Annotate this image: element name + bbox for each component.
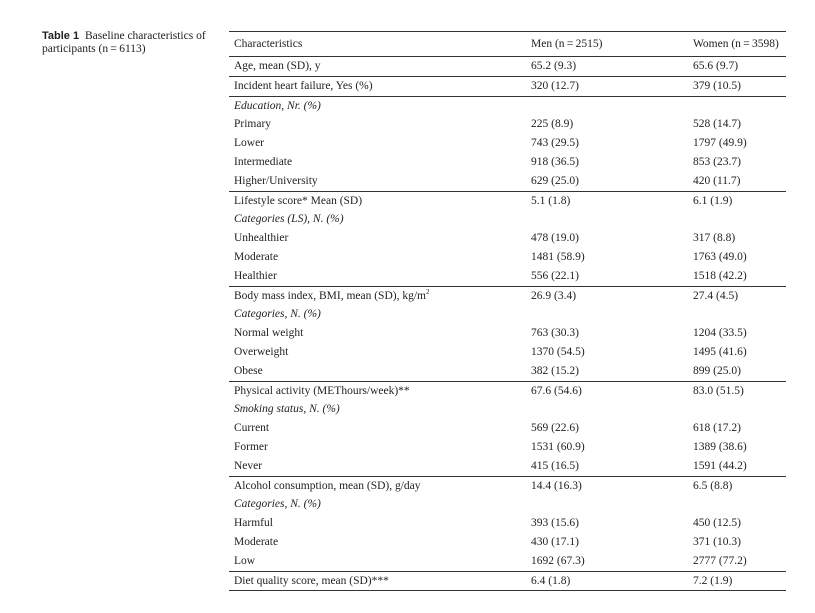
header-women: Women (n = 3598) bbox=[693, 38, 779, 50]
men-value: 5.1 (1.8) bbox=[531, 194, 571, 207]
men-value: 1692 (67.3) bbox=[531, 554, 585, 567]
men-value: 918 (36.5) bbox=[531, 155, 579, 168]
row-label: Physical activity (METhours/week)** bbox=[234, 384, 410, 397]
table-row bbox=[229, 514, 786, 533]
men-value: 26.9 (3.4) bbox=[531, 289, 577, 302]
women-value: 1591 (44.2) bbox=[693, 459, 747, 472]
table-row bbox=[229, 267, 786, 286]
table-row bbox=[229, 476, 786, 495]
table-row-category bbox=[229, 495, 786, 514]
row-label: Obese bbox=[234, 364, 263, 377]
men-value bbox=[526, 96, 688, 115]
table-row bbox=[229, 229, 786, 248]
table-row bbox=[229, 552, 786, 571]
table-row bbox=[229, 419, 786, 438]
category-label: Categories (LS), N. (%) bbox=[234, 213, 344, 226]
table-row bbox=[229, 153, 786, 172]
men-value: 67.6 (54.6) bbox=[531, 384, 582, 397]
women-value: 65.6 (9.7) bbox=[693, 60, 739, 72]
row-label: Primary bbox=[234, 118, 272, 131]
baseline-characteristics-table bbox=[229, 31, 786, 591]
row-label: Age, mean (SD), y bbox=[234, 60, 321, 72]
women-value: 379 (10.5) bbox=[693, 79, 741, 92]
men-value: 320 (12.7) bbox=[531, 79, 579, 92]
men-value: 65.2 (9.3) bbox=[531, 60, 577, 72]
table-row bbox=[229, 381, 786, 400]
women-value: 420 (11.7) bbox=[693, 174, 741, 187]
men-value bbox=[526, 495, 688, 514]
table-row bbox=[229, 76, 786, 96]
table-row bbox=[229, 324, 786, 343]
women-value: 899 (25.0) bbox=[693, 364, 741, 377]
men-value: 763 (30.3) bbox=[531, 327, 579, 340]
women-value bbox=[688, 210, 786, 229]
women-value: 6.1 (1.9) bbox=[693, 194, 733, 207]
women-value: 618 (17.2) bbox=[693, 422, 741, 435]
row-label: Incident heart failure, Yes (%) bbox=[234, 79, 373, 92]
table-row bbox=[229, 172, 786, 191]
category-label: Education, Nr. (%) bbox=[234, 99, 321, 112]
women-value: 1389 (38.6) bbox=[693, 440, 747, 453]
women-value: 83.0 (51.5) bbox=[693, 384, 744, 397]
table-row bbox=[229, 248, 786, 267]
row-label: Higher/University bbox=[234, 174, 318, 187]
women-value bbox=[688, 400, 786, 419]
header-men: Men (n = 2515) bbox=[531, 38, 603, 50]
men-value bbox=[526, 400, 688, 419]
women-value: 1797 (49.9) bbox=[693, 137, 747, 150]
header-characteristics: Characteristics bbox=[234, 38, 303, 50]
row-label: Lifestyle score* Mean (SD) bbox=[234, 194, 363, 207]
men-value bbox=[526, 305, 688, 324]
table-row-category bbox=[229, 96, 786, 115]
men-value: 629 (25.0) bbox=[531, 174, 579, 187]
row-label: Current bbox=[234, 422, 270, 435]
men-value: 556 (22.1) bbox=[531, 269, 579, 282]
table-row-category bbox=[229, 400, 786, 419]
men-value: 430 (17.1) bbox=[531, 535, 579, 548]
men-value: 1370 (54.5) bbox=[531, 345, 585, 358]
row-label: Intermediate bbox=[234, 155, 293, 168]
row-label: Former bbox=[234, 440, 268, 453]
row-label: Lower bbox=[234, 137, 265, 150]
category-label: Categories, N. (%) bbox=[234, 498, 321, 511]
row-label: Overweight bbox=[234, 345, 289, 358]
table-row bbox=[229, 438, 786, 457]
row-label: Unhealthier bbox=[234, 232, 289, 245]
table-caption-text: Baseline characteristics of participants (n = 6113) bbox=[42, 30, 206, 55]
row-label-text: Body mass index, BMI, mean (SD), kg/m bbox=[234, 289, 426, 302]
women-value: 317 (8.8) bbox=[693, 232, 736, 245]
row-label: Low bbox=[234, 554, 256, 567]
superscript: 2 bbox=[425, 287, 430, 296]
table-row bbox=[229, 57, 786, 77]
table-row bbox=[229, 457, 786, 476]
row-label: Normal weight bbox=[234, 327, 304, 340]
row-label: Alcohol consumption, mean (SD), g/day bbox=[234, 479, 421, 492]
women-value: 1495 (41.6) bbox=[693, 345, 747, 358]
table-row-category bbox=[229, 210, 786, 229]
table-row bbox=[229, 191, 786, 210]
men-value: 478 (19.0) bbox=[531, 232, 579, 245]
women-value: 6.5 (8.8) bbox=[693, 479, 733, 492]
men-value: 415 (16.5) bbox=[531, 459, 579, 472]
women-value: 853 (23.7) bbox=[693, 155, 741, 168]
table-label: Table 1 bbox=[42, 30, 80, 42]
table-row bbox=[229, 533, 786, 552]
women-value: 27.4 (4.5) bbox=[693, 289, 739, 302]
men-value bbox=[526, 210, 688, 229]
women-value bbox=[688, 96, 786, 115]
women-value: 371 (10.3) bbox=[693, 535, 741, 548]
men-value: 743 (29.5) bbox=[531, 137, 579, 150]
row-label: Moderate bbox=[234, 250, 279, 263]
men-value: 1531 (60.9) bbox=[531, 440, 585, 453]
women-value: 450 (12.5) bbox=[693, 517, 741, 530]
table-row bbox=[229, 571, 786, 591]
row-label: Diet quality score, mean (SD)*** bbox=[234, 574, 389, 587]
table-row-category bbox=[229, 305, 786, 324]
women-value: 528 (14.7) bbox=[693, 118, 741, 131]
row-label: Moderate bbox=[234, 535, 279, 548]
women-value: 7.2 (1.9) bbox=[693, 574, 733, 587]
women-value: 2777 (77.2) bbox=[693, 554, 747, 567]
women-value bbox=[688, 305, 786, 324]
women-value: 1518 (42.2) bbox=[693, 269, 747, 282]
row-label: Healthier bbox=[234, 269, 277, 282]
table-header-row bbox=[229, 32, 786, 57]
women-value: 1763 (49.0) bbox=[693, 250, 747, 263]
men-value: 225 (8.9) bbox=[531, 118, 574, 131]
women-value bbox=[688, 495, 786, 514]
category-label: Smoking status, N. (%) bbox=[234, 403, 340, 416]
row-label: Harmful bbox=[234, 517, 273, 530]
men-value: 14.4 (16.3) bbox=[531, 479, 582, 492]
men-value: 1481 (58.9) bbox=[531, 250, 585, 263]
category-label: Categories, N. (%) bbox=[234, 308, 321, 321]
table-row bbox=[229, 115, 786, 134]
table-row bbox=[229, 362, 786, 381]
table-row bbox=[229, 343, 786, 362]
men-value: 382 (15.2) bbox=[531, 364, 579, 377]
men-value: 569 (22.6) bbox=[531, 422, 579, 435]
row-label bbox=[229, 286, 526, 305]
men-value: 6.4 (1.8) bbox=[531, 574, 571, 587]
table-row bbox=[229, 286, 786, 305]
table-caption bbox=[42, 30, 217, 56]
men-value: 393 (15.6) bbox=[531, 517, 579, 530]
row-label: Never bbox=[234, 459, 263, 472]
women-value: 1204 (33.5) bbox=[693, 327, 747, 340]
table-row bbox=[229, 134, 786, 153]
